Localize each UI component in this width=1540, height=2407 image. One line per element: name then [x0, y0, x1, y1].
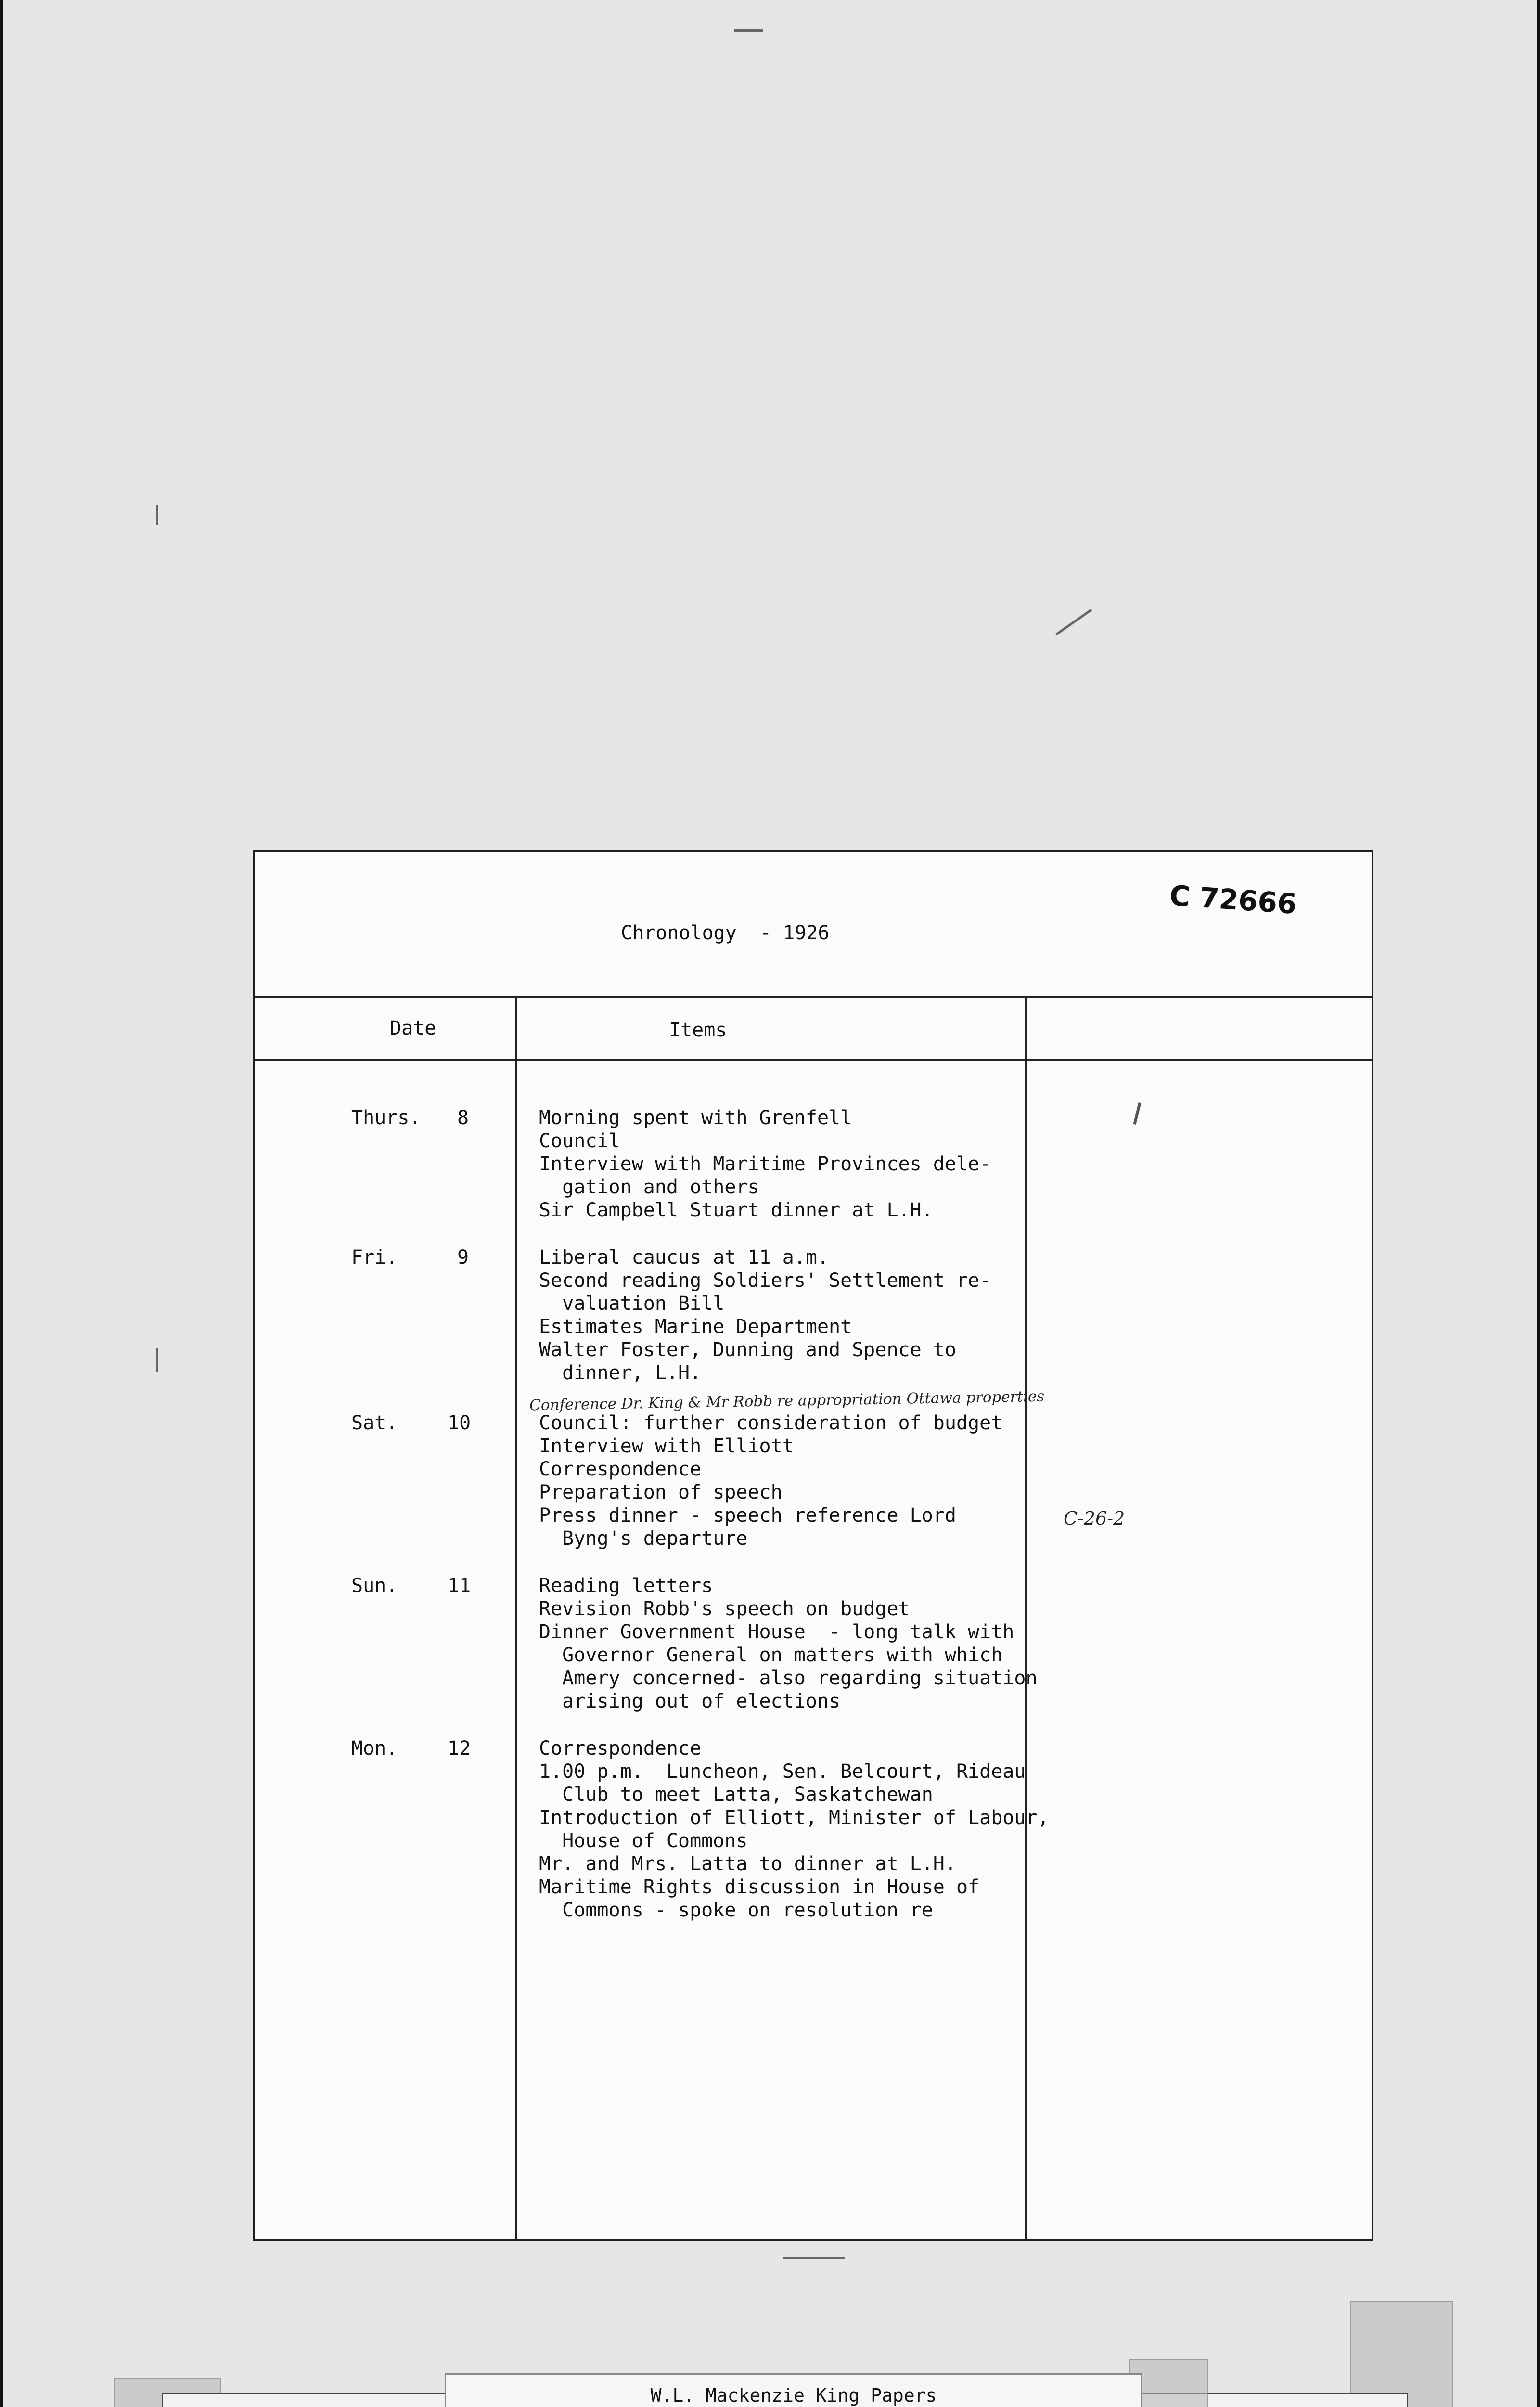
document-number: C 72666 — [1168, 879, 1298, 921]
row-item: Council — [539, 1130, 620, 1152]
row-item: Correspondence — [539, 1737, 702, 1760]
row-item: Revision Robb's speech on budget — [539, 1598, 910, 1620]
row-date: 11 — [448, 1575, 471, 1597]
row-item: Governor General on matters with which — [539, 1644, 1003, 1666]
row-item: Sir Campbell Stuart dinner at L.H. — [539, 1199, 933, 1221]
column-header-date: Date — [390, 1017, 436, 1039]
pencil-mark — [1133, 1102, 1142, 1125]
date-column-divider — [515, 997, 517, 2241]
sheet-title: Chronology - 1926 — [621, 922, 830, 944]
header-rule-top — [255, 996, 1373, 998]
film-scratch — [156, 505, 158, 525]
row-item: Dinner Government House - long talk with — [539, 1621, 1014, 1643]
film-scratch — [1055, 609, 1092, 636]
header-rule-bottom — [255, 1059, 1373, 1061]
row-item: Reading letters — [539, 1575, 713, 1597]
row-item: Interview with Elliott — [539, 1435, 794, 1457]
row-item: House of Commons — [539, 1830, 748, 1852]
row-day: Mon. — [351, 1737, 398, 1760]
label-line-1: W.L. Mackenzie King Papers — [650, 2385, 937, 2406]
row-date: 12 — [448, 1737, 471, 1760]
row-item: Amery concerned- also regarding situation — [539, 1667, 1038, 1689]
row-date: 9 — [457, 1246, 469, 1268]
row-date: 10 — [448, 1412, 471, 1434]
row-item: Press dinner - speech reference Lord — [539, 1504, 956, 1527]
row-day: Sat. — [351, 1412, 398, 1434]
handwritten-annotation: Conference Dr. King & Mr Robb re appropriation Ottawa properties — [529, 1387, 1045, 1414]
row-date: 8 — [457, 1107, 469, 1129]
row-item: Council: further consideration of budget — [539, 1412, 1003, 1434]
row-item: Mr. and Mrs. Latta to dinner at L.H. — [539, 1853, 956, 1875]
row-item: Club to meet Latta, Saskatchewan — [539, 1784, 933, 1806]
row-item: Maritime Rights discussion in House of — [539, 1876, 980, 1898]
row-item: 1.00 p.m. Luncheon, Sen. Belcourt, Rideau — [539, 1760, 1026, 1783]
margin-note: C-26-2 — [1064, 1508, 1125, 1529]
notes-column-divider — [1025, 997, 1027, 2241]
row-day: Sun. — [351, 1575, 398, 1597]
row-item: Byng's departure — [539, 1527, 748, 1550]
row-item: gation and others — [539, 1176, 759, 1198]
row-item: Preparation of speech — [539, 1481, 783, 1503]
collection-label — [445, 2373, 1142, 2407]
row-item: valuation Bill — [539, 1293, 725, 1315]
row-item: Introduction of Elliott, Minister of Labour, — [539, 1807, 1049, 1829]
film-scratch — [783, 2257, 845, 2259]
row-item: Interview with Maritime Provinces dele- — [539, 1153, 991, 1175]
row-item: Morning spent with Grenfell — [539, 1107, 852, 1129]
row-day: Fri. — [351, 1246, 398, 1268]
chronology-sheet — [253, 850, 1373, 2241]
row-day: Thurs. — [351, 1107, 421, 1129]
film-scratch — [156, 1348, 158, 1372]
row-item: arising out of elections — [539, 1690, 841, 1712]
row-item: Second reading Soldiers' Settlement re- — [539, 1269, 991, 1292]
row-item: Estimates Marine Department — [539, 1316, 852, 1338]
row-item: Correspondence — [539, 1458, 702, 1480]
tape-strip — [1350, 2301, 1453, 2407]
row-item: Walter Foster, Dunning and Spence to — [539, 1339, 956, 1361]
row-item: dinner, L.H. — [539, 1362, 702, 1384]
row-item: Commons - spoke on resolution re — [539, 1899, 933, 1921]
film-scratch — [734, 29, 763, 32]
row-item: Liberal caucus at 11 a.m. — [539, 1246, 829, 1268]
column-header-items: Items — [669, 1019, 727, 1041]
